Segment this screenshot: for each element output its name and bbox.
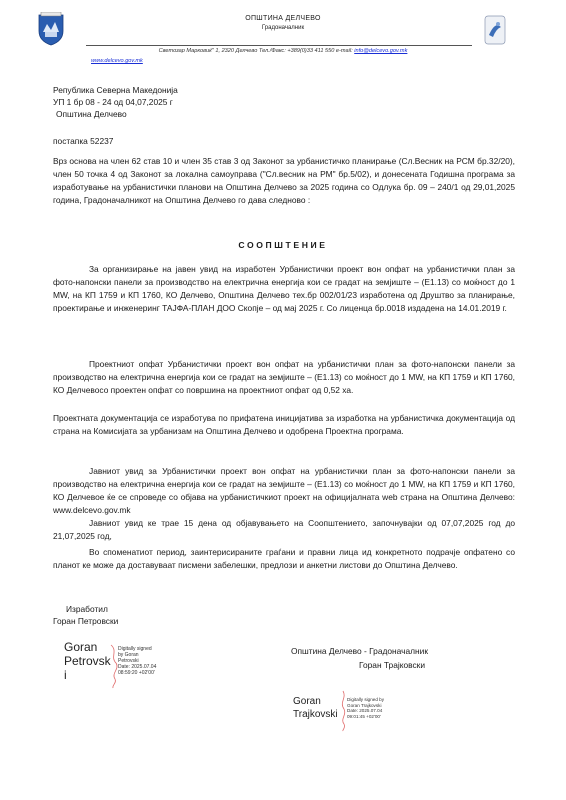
body-paragraph: Јавниот увид ке трае 15 дена од објавувањето на Соопштението, започнувајки од 07,07,2025 год до 21,07,2025 год, <box>53 518 515 541</box>
letterhead-divider <box>86 45 472 46</box>
municipality-line: Општина Делчево <box>56 109 127 119</box>
body-paragraph: За организирање на јавен увид на изработен Урбанистички проект вон опфат на урбанистички план за фото-напонски панели за производство на електрична енергија кои се градат на земјиште – (Е1.13) со моќност до 1 MW, на КП 1759 и КП 1760, КО Делчево, Општина Делчево тех.бр 002/01/23 изработена од Друштво за планирање, проектирање и инженеринг ТАЈФА-ПЛАН ДОО Скопје – од мај 2025 г. Со лиценца бр.0018 издадена на 14.01.2019 г. <box>53 264 515 313</box>
document-heading: СООПШТЕНИЕ <box>238 240 328 250</box>
body-paragraph: Проектниот опфат Урбанистички проект вон опфат на урбанистички план за фото-напонски панели за производство на електрична енергија кои се градат на земјиште – (Е1.13) со моќност до 1 MW, на КП 1759 и КП 1760, КО Делчевосо проектен опфат со површина на проектниот опфат од 0,52 ха. <box>53 359 515 395</box>
body-paragraph: Јавниот увид за Урбанистички проект вон опфат на урбанистички план за фото-напонски панели за производство на електрична енергија кои се градат на земјиште – (Е1.13) со моќност до 1 MW, на КП 1759 и КП 1760, КО Делчевое ќе се спроведе со објава на урбанистичкиот проект на официјалната web страна на Општина Делчево: www.delcevo.gov.mk <box>53 466 515 515</box>
right-emblem-icon <box>484 15 506 45</box>
digital-signature-petrovski <box>64 640 111 682</box>
mayor-name: Горан Трајковски <box>359 660 426 670</box>
letterhead-address: Светозар Марковиќ" 1, 2320 Делчево Тел./Факс: +389(0)33 411 550 e-mail: <box>158 48 355 54</box>
signature-detail-line: by Goran <box>118 652 139 658</box>
letterhead-subtitle: Градоначалник <box>261 25 305 31</box>
letterhead-contact <box>0 48 566 54</box>
body-paragraph: Проектната документација се изработува по прифатена иницијатива за изработка на урбанистичка документација од страна на Комисијата за урбанизам на Општина Делчево и одобрена Проектна програма. <box>53 413 515 436</box>
country-line: Република Северна Македонија <box>53 85 178 95</box>
body-paragraph: Во спомeнатиот период, заинтерисираните граѓани и правни лица ид конкретното подрачје опфатено со планот ке може да доставуваат писмени забелешки, предлози и анкетни листови до Општина Делчево. <box>53 547 515 570</box>
preamble-paragraph: Врз основа на член 62 став 10 и член 35 став 3 од Законот за урбанистичко планирање (Сл.Весник на РСМ бр.32/20), член 50 точка 4 од Законот за локална самоуправа ("Сл.весник на РМ" бр.5/02), и донесената Годишна програма за изработување на урбанистички планови на Општина Делчево за 2025 година со Одлука бр. 09 – 240/1 од 29,01,2025 година, Градоначалникот на Општина Делчево го дава следново : <box>53 156 515 205</box>
prepared-by-label: Изработил <box>66 604 108 614</box>
signature-details-petrovski <box>118 646 156 676</box>
signature-detail-line: Goran Trajkovski <box>347 702 382 708</box>
website-link[interactable]: www.delcevo.gov.mk <box>91 58 143 64</box>
signature-name-line: Trajkovski <box>293 709 338 720</box>
reference-line: УП 1 бр 08 - 24 од 04,07,2025 г <box>53 97 173 107</box>
signature-detail-line: Digitally signed by <box>347 697 385 702</box>
signature-name-line: Goran <box>64 640 98 654</box>
signature-detail-line: Date: 2025.07.04 <box>347 708 383 713</box>
signature-detail-line: 08:59:20 +02'00' <box>118 670 155 676</box>
signature-detail-line: Petrovski <box>118 658 139 664</box>
signature-name-line: Goran <box>293 696 321 707</box>
procedure-line: постапка 52237 <box>53 136 114 146</box>
letterhead-title: ОПШТИНА ДЕЛЧЕВО <box>245 15 321 22</box>
signature-detail-line: Date: 2025.07.04 <box>118 664 157 670</box>
signature-details-trajkovski <box>347 697 384 719</box>
email-link[interactable]: info@delcevo.gov.mk <box>354 48 408 54</box>
signature-detail-line: Digitally signed <box>118 646 152 652</box>
mayor-title: Општина Делчево - Градоначалник <box>291 646 429 656</box>
digital-signature-trajkovski <box>293 695 338 721</box>
prepared-by-name: Горан Петровски <box>53 616 119 626</box>
signature-detail-line: 09:01:45 +02'00' <box>347 713 381 719</box>
signature-name-line: i <box>64 668 67 682</box>
signature-name-line: Petrovsk <box>64 654 111 668</box>
